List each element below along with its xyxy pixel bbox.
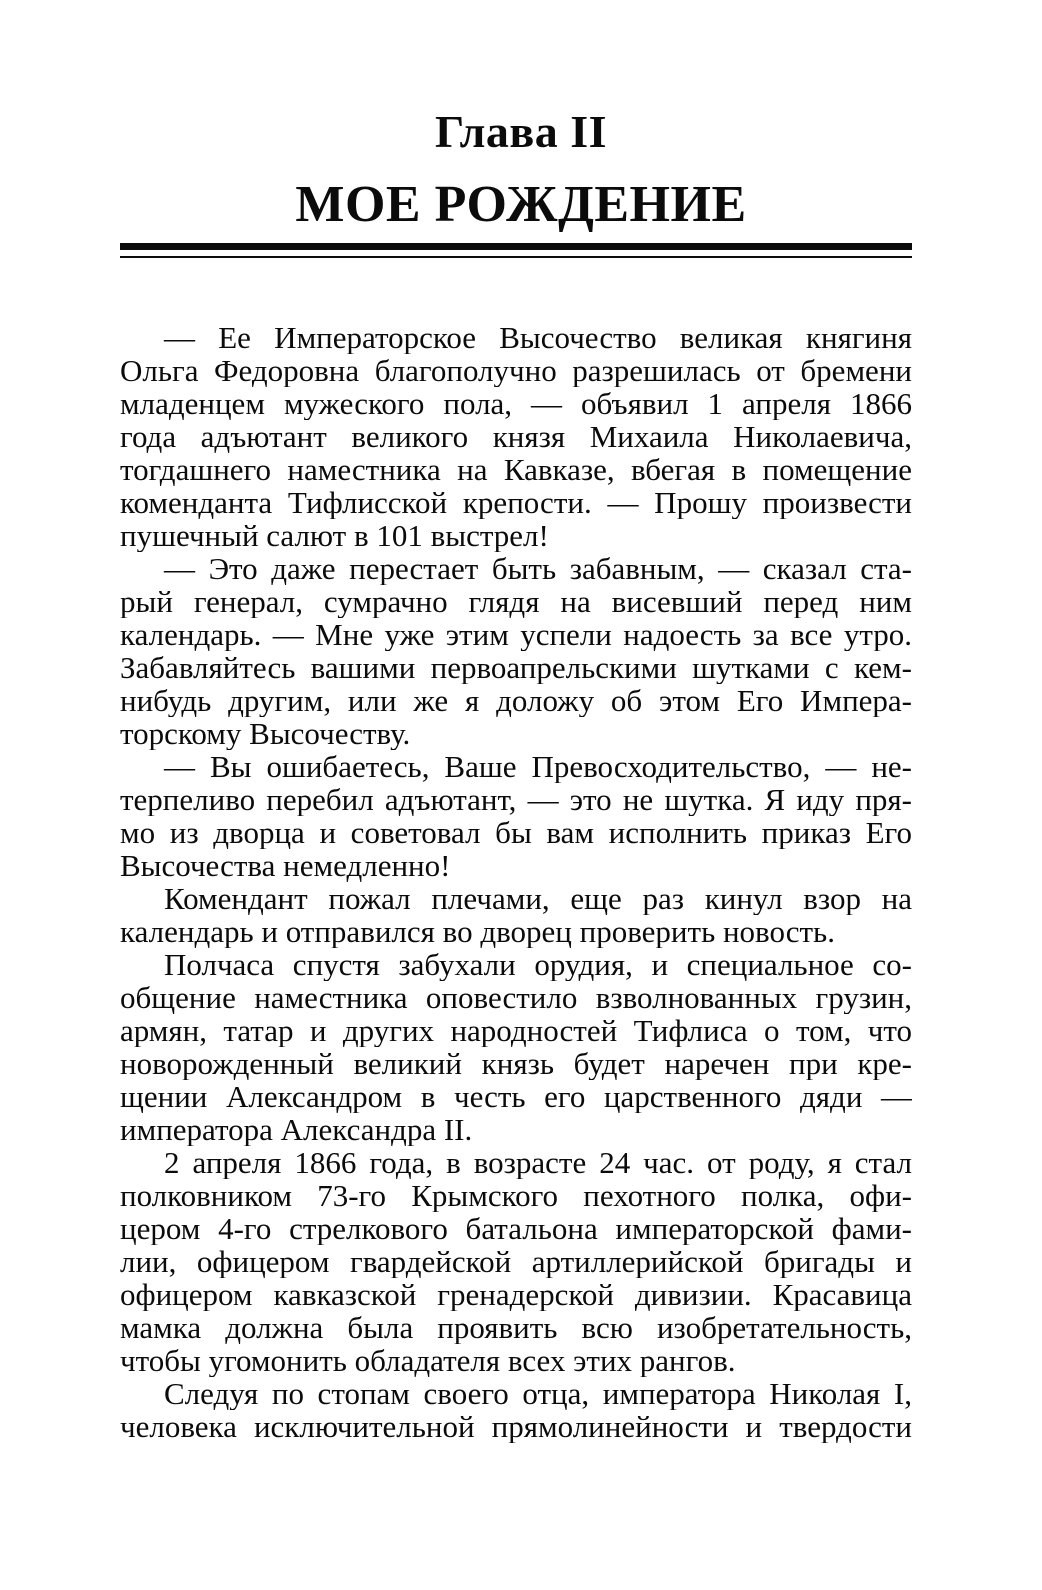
text-line: 2 апреля 1866 года, в возрасте 24 час. от роду, я стал	[164, 1146, 912, 1179]
chapter-number: Глава II	[434, 106, 608, 157]
text-line: года адъютант великого князя Михаила Николаевича,	[120, 420, 912, 453]
paragraph	[120, 552, 912, 750]
paragraph	[120, 882, 912, 948]
text-line: цером 4-го стрелкового батальона императорской фами-	[120, 1212, 912, 1245]
text-line: человека исключительной прямолинейности и твердости	[120, 1410, 912, 1443]
heading-rule-thick	[120, 243, 912, 250]
text-line: чтобы угомонить обладателя всех этих рангов.	[120, 1344, 736, 1377]
text-line: полковником 73-го Крымского пехотного полка, офи-	[120, 1179, 912, 1212]
heading-rule-thin	[120, 256, 912, 258]
paragraph	[120, 1146, 912, 1377]
text-line: пушечный салют в 101 выстрел!	[120, 519, 549, 552]
text-line: мо из дворца и советовал бы вам исполнить приказ Его	[120, 816, 912, 849]
text-line: терпеливо перебил адъютант, — это не шутка. Я иду пря-	[120, 783, 912, 816]
text-line: общение наместника оповестило взволнованных грузин,	[120, 981, 912, 1014]
text-line: — Ее Императорское Высочество великая княгиня	[164, 321, 912, 354]
text-line: лии, офицером гвардейской артиллерийской бригады и	[120, 1245, 912, 1278]
text-line: Следуя по стопам своего отца, императора Николая I,	[164, 1377, 912, 1410]
text-line: — Вы ошибаетесь, Ваше Превосходительство, — не-	[164, 750, 912, 783]
paragraph	[120, 750, 912, 882]
text-line: календарь и отправился во дворец проверить новость.	[120, 915, 835, 948]
text-line: Забавляйтесь вашими первоапрельскими шутками с кем-	[120, 651, 912, 684]
chapter-title: МОЕ РОЖДЕНИЕ	[295, 176, 747, 233]
text-line: новорожденный великий князь будет наречен при кре-	[120, 1047, 912, 1080]
text-line: императора Александра II.	[120, 1113, 473, 1146]
paragraph	[120, 1377, 912, 1443]
text-line: армян, татар и других народностей Тифлиса о том, что	[120, 1014, 912, 1047]
text-line: Полчаса спустя забухали орудия, и специальное со-	[164, 948, 912, 981]
text-line: — Это даже перестает быть забавным, — сказал ста-	[164, 552, 912, 585]
text-line: нибудь другим, или же я доложу об этом Его Импера-	[120, 684, 912, 717]
text-line: календарь. — Мне уже этим успели надоесть за все утро.	[120, 618, 912, 651]
paragraph	[120, 321, 912, 552]
text-line: мамка должна была проявить всю изобретательность,	[120, 1311, 912, 1344]
text-line: младенцем мужеского пола, — объявил 1 апреля 1866	[120, 387, 912, 420]
text-line: коменданта Тифлисской крепости. — Прошу произвести	[120, 486, 912, 519]
text-line: офицером кавказской гренадерской дивизии. Красавица	[120, 1278, 912, 1311]
text-line: Ольга Федоровна благополучно разрешилась от бремени	[120, 354, 912, 387]
paragraph	[120, 948, 912, 1146]
text-line: торскому Высочеству.	[120, 717, 411, 750]
text-line: тогдашнего наместника на Кавказе, вбегая в помещение	[120, 453, 912, 486]
text-line: рый генерал, сумрачно глядя на висевший перед ним	[120, 585, 912, 618]
text-line: щении Александром в честь его царственного дяди —	[120, 1080, 912, 1113]
text-line: Комендант пожал плечами, еще раз кинул взор на	[164, 882, 912, 915]
body-text	[120, 321, 912, 1443]
text-line: Высочества немедленно!	[120, 849, 451, 882]
